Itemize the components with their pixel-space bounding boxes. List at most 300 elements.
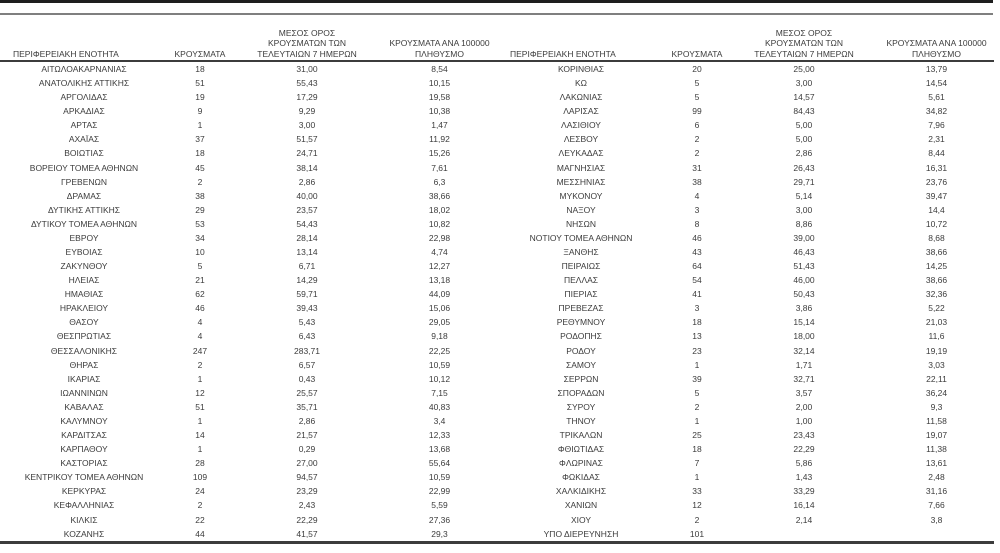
per100k-cell: 5,22 — [928, 303, 945, 314]
avg7-cell: 6,43 — [298, 331, 316, 342]
avg7-cell: 51,57 — [296, 134, 318, 145]
top-rule — [0, 0, 993, 3]
per100k-cell: 7,96 — [928, 120, 945, 131]
avg7-cell: 46,43 — [793, 247, 815, 258]
per100k-cell: 38,66 — [428, 190, 451, 201]
region-cell: ΗΡΑΚΛΕΙΟΥ — [59, 303, 109, 314]
cases-cell: 1 — [694, 472, 700, 483]
per100k-cell: 11,58 — [926, 415, 947, 426]
table-row — [497, 400, 994, 414]
per100k-cell: 10,12 — [428, 373, 451, 384]
per100k-cell: 3,03 — [928, 359, 945, 370]
table-body-left — [0, 61, 497, 542]
table-row — [497, 189, 994, 203]
table-row — [0, 315, 497, 329]
cases-cell: 2 — [197, 359, 203, 370]
region-cell: ΚΙΛΚΙΣ — [70, 514, 98, 525]
cases-cell: 51 — [195, 78, 205, 89]
per100k-cell: 10,59 — [428, 472, 451, 483]
table-row — [0, 132, 497, 146]
avg7-cell: 26,43 — [793, 162, 815, 173]
table-row — [497, 217, 994, 231]
col-header-cases: ΚΡΟΥΣΜΑΤΑ — [168, 15, 232, 61]
avg7-cell: 54,43 — [296, 218, 318, 229]
cases-cell: 2 — [694, 401, 700, 412]
avg7-cell: 0,43 — [298, 373, 316, 384]
cases-cell: 109 — [192, 472, 208, 483]
cases-cell: 1 — [197, 120, 203, 131]
per100k-cell: 4,74 — [431, 247, 448, 258]
per100k-cell: 5,61 — [928, 92, 945, 103]
avg7-cell: 9,29 — [298, 106, 316, 117]
per100k-cell: 13,79 — [925, 64, 948, 74]
per100k-cell: 11,92 — [429, 134, 450, 145]
avg7-cell: 31,00 — [296, 64, 318, 74]
per100k-cell: 7,61 — [431, 162, 448, 173]
table-row — [0, 414, 497, 428]
table-row — [0, 301, 497, 315]
per100k-cell: 6,3 — [433, 176, 446, 187]
per100k-cell: 18,02 — [428, 204, 451, 215]
region-cell: ΝΑΞΟΥ — [566, 204, 596, 215]
table-row — [0, 386, 497, 400]
region-cell: ΚΕΦΑΛΛΗΝΙΑΣ — [53, 500, 115, 511]
avg7-cell: 13,14 — [296, 247, 318, 258]
avg7-cell: 2,86 — [298, 176, 316, 187]
per100k-cell: 22,11 — [926, 373, 947, 384]
per100k-cell: 14,25 — [925, 261, 948, 272]
table-row — [497, 132, 994, 146]
table-row — [497, 372, 994, 386]
table-row — [0, 76, 497, 90]
region-cell: ΥΠΟ ΔΙΕΡΕΥΝΗΣΗ — [543, 528, 619, 539]
per100k-cell: 29,05 — [428, 317, 451, 328]
region-cell: ΣΑΜΟΥ — [565, 359, 596, 370]
cases-cell: 34 — [195, 232, 205, 243]
region-cell: ΧΑΝΙΩΝ — [564, 500, 598, 511]
cases-cell: 39 — [692, 373, 702, 384]
per100k-cell: 14,54 — [925, 78, 948, 89]
per100k-cell: 9,18 — [431, 331, 448, 342]
table-row — [497, 287, 994, 301]
cases-cell: 2 — [694, 514, 700, 525]
avg7-cell: 39,43 — [296, 303, 318, 314]
avg7-cell: 18,00 — [793, 331, 815, 342]
per100k-cell: 7,66 — [928, 500, 945, 511]
per100k-cell: 29,3 — [431, 528, 448, 539]
region-cell: ΕΒΡΟΥ — [69, 232, 99, 243]
table-row — [0, 372, 497, 386]
avg7-cell: 59,71 — [296, 289, 318, 300]
per100k-cell: 2,31 — [928, 134, 945, 145]
region-cell: ΚΟΡΙΝΘΙΑΣ — [557, 64, 605, 74]
avg7-cell: 94,57 — [296, 472, 318, 483]
region-cell: ΑΙΤΩΛΟΑΚΑΡΝΑΝΙΑΣ — [41, 64, 127, 74]
cases-cell: 5 — [694, 78, 700, 89]
per100k-cell: 16,31 — [925, 162, 948, 173]
per100k-cell: 3,4 — [433, 415, 446, 426]
cases-cell: 10 — [195, 247, 205, 258]
region-cell: ΚΕΡΚΥΡΑΣ — [61, 486, 107, 497]
region-cell: ΓΡΕΒΕΝΩΝ — [61, 176, 107, 187]
avg7-cell: 5,86 — [795, 458, 813, 469]
table-row — [497, 273, 994, 287]
avg7-cell: 283,71 — [294, 345, 320, 356]
region-cell: ΤΗΝΟΥ — [566, 415, 596, 426]
per100k-cell: 21,03 — [925, 317, 948, 328]
region-cell: ΠΡΕΒΕΖΑΣ — [558, 303, 604, 314]
per100k-cell: 10,72 — [925, 218, 948, 229]
cases-cell: 23 — [692, 345, 702, 356]
cases-cell: 2 — [694, 148, 700, 159]
table-row — [0, 484, 497, 498]
cases-cell: 8 — [694, 218, 700, 229]
cases-cell: 46 — [692, 232, 702, 243]
region-cell: ΕΥΒΟΙΑΣ — [65, 247, 103, 258]
col-header-region: ΠΕΡΙΦΕΡΕΙΑΚΗ ΕΝΟΤΗΤΑ — [0, 15, 168, 61]
per100k-cell: 15,26 — [428, 148, 451, 159]
region-cell: ΠΕΙΡΑΙΩΣ — [561, 261, 601, 272]
avg7-cell: 2,00 — [795, 401, 813, 412]
avg7-cell: 2,86 — [795, 148, 813, 159]
region-cell: ΒΟΡΕΙΟΥ ΤΟΜΕΑ ΑΘΗΝΩΝ — [29, 162, 139, 173]
region-cell: ΔΡΑΜΑΣ — [66, 190, 102, 201]
per100k-cell: 5,59 — [431, 500, 448, 511]
table-row — [0, 400, 497, 414]
avg7-cell: 15,14 — [793, 317, 815, 328]
avg7-cell: 32,71 — [793, 373, 815, 384]
per100k-cell: 13,61 — [925, 458, 948, 469]
avg7-cell: 3,00 — [298, 120, 316, 131]
table-row — [497, 344, 994, 358]
regional-cases-table-right — [497, 15, 994, 544]
cases-cell: 31 — [692, 162, 702, 173]
avg7-cell: 6,71 — [298, 261, 316, 272]
region-cell: ΛΑΣΙΘΙΟΥ — [561, 120, 601, 131]
region-cell: ΦΛΩΡΙΝΑΣ — [559, 458, 603, 469]
cases-cell: 43 — [692, 247, 702, 258]
region-cell: ΠΕΛΛΑΣ — [563, 275, 599, 286]
region-cell: ΚΑΡΠΑΘΟΥ — [60, 444, 108, 455]
avg7-cell: 46,00 — [793, 275, 815, 286]
avg7-cell: 3,86 — [795, 303, 813, 314]
col-header-per100k: ΚΡΟΥΣΜΑΤΑ ΑΝΑ 100000 ΠΛΗΘΥΣΜΟ — [382, 15, 497, 61]
avg7-cell: 8,86 — [795, 218, 813, 229]
avg7-cell: 35,71 — [296, 401, 318, 412]
avg7-cell: 55,43 — [296, 78, 318, 89]
cases-cell: 45 — [195, 162, 205, 173]
cases-cell: 18 — [692, 444, 702, 455]
region-cell: ΗΛΕΙΑΣ — [68, 275, 100, 286]
table-row — [497, 527, 994, 543]
per100k-cell: 40,83 — [428, 401, 451, 412]
region-cell: ΧΑΛΚΙΔΙΚΗΣ — [555, 486, 607, 497]
avg7-cell: 33,29 — [793, 486, 815, 497]
region-cell: ΘΕΣΣΑΛΟΝΙΚΗΣ — [50, 345, 118, 356]
region-cell: ΙΩΑΝΝΙΝΩΝ — [60, 387, 108, 398]
avg7-cell: 2,43 — [298, 500, 316, 511]
cases-cell: 37 — [195, 134, 205, 145]
avg7-cell: 16,14 — [793, 500, 815, 511]
per100k-cell: 27,36 — [428, 514, 451, 525]
region-cell: ΝΟΤΙΟΥ ΤΟΜΕΑ ΑΘΗΝΩΝ — [529, 232, 633, 243]
table-row — [497, 498, 994, 512]
avg7-cell: 25,57 — [296, 387, 318, 398]
cases-cell: 21 — [195, 275, 205, 286]
region-cell: ΛΕΣΒΟΥ — [563, 134, 599, 145]
cases-cell: 101 — [689, 528, 705, 539]
cases-cell: 5 — [197, 261, 203, 272]
per100k-cell: 22,99 — [428, 486, 451, 497]
region-cell: ΛΑΚΩΝΙΑΣ — [559, 92, 603, 103]
avg7-cell: 23,57 — [296, 204, 318, 215]
per100k-cell: 32,36 — [925, 289, 948, 300]
col-header-cases: ΚΡΟΥΣΜΑΤΑ — [665, 15, 729, 61]
table-header-left — [0, 15, 497, 61]
region-cell: ΔΥΤΙΚΟΥ ΤΟΜΕΑ ΑΘΗΝΩΝ — [30, 218, 138, 229]
cases-cell: 29 — [195, 204, 205, 215]
per100k-cell: 8,44 — [928, 148, 945, 159]
per100k-cell: 15,06 — [428, 303, 451, 314]
region-cell: ΑΡΤΑΣ — [70, 120, 98, 131]
cases-cell: 12 — [692, 500, 702, 511]
region-cell: ΡΟΔΟΠΗΣ — [560, 331, 602, 342]
per100k-cell: 10,82 — [428, 218, 451, 229]
cases-cell: 22 — [195, 514, 205, 525]
region-cell: ΦΘΙΩΤΙΔΑΣ — [557, 444, 605, 455]
cases-cell: 1 — [197, 373, 203, 384]
per100k-cell: 23,76 — [925, 176, 948, 187]
cases-cell: 1 — [197, 444, 203, 455]
table-row — [497, 456, 994, 470]
avg7-cell: 23,43 — [793, 430, 815, 441]
avg7-cell: 51,43 — [793, 261, 815, 272]
avg7-cell — [729, 527, 879, 543]
per100k-cell: 22,25 — [428, 345, 451, 356]
per100k-cell: 38,66 — [925, 247, 948, 258]
cases-cell: 46 — [195, 303, 205, 314]
per100k-cell: 55,64 — [428, 458, 451, 469]
avg7-cell: 0,29 — [298, 444, 316, 455]
region-cell: ΚΑΒΑΛΑΣ — [64, 401, 104, 412]
table-row — [497, 245, 994, 259]
avg7-cell: 3,00 — [795, 78, 813, 89]
table-row — [497, 414, 994, 428]
per100k-cell: 10,59 — [428, 359, 451, 370]
region-cell: ΘΕΣΠΡΩΤΙΑΣ — [56, 331, 112, 342]
avg7-cell: 28,14 — [296, 232, 318, 243]
region-cell: ΦΩΚΙΔΑΣ — [562, 472, 600, 483]
region-cell: ΛΑΡΙΣΑΣ — [563, 106, 599, 117]
avg7-cell: 1,43 — [795, 472, 813, 483]
avg7-cell: 5,00 — [795, 134, 813, 145]
avg7-cell: 3,57 — [795, 387, 813, 398]
avg7-cell: 23,29 — [296, 486, 318, 497]
table-row — [0, 344, 497, 358]
table-row — [497, 513, 994, 527]
table-row — [497, 161, 994, 175]
per100k-cell: 11,6 — [928, 331, 945, 342]
table-row — [0, 175, 497, 189]
table-row — [0, 217, 497, 231]
avg7-cell: 1,00 — [795, 415, 813, 426]
table-row — [497, 231, 994, 245]
avg7-cell: 29,71 — [793, 176, 815, 187]
cases-cell: 3 — [694, 303, 700, 314]
cases-cell: 1 — [197, 415, 203, 426]
per100k-cell: 3,8 — [930, 514, 943, 525]
cases-cell: 14 — [195, 430, 205, 441]
cases-cell: 2 — [197, 176, 203, 187]
cases-cell: 4 — [197, 331, 203, 342]
avg7-cell: 5,43 — [298, 317, 316, 328]
table-row — [0, 189, 497, 203]
table-row — [0, 428, 497, 442]
per100k-cell: 9,3 — [930, 401, 943, 412]
cases-cell: 13 — [692, 331, 702, 342]
table-header-right — [497, 15, 994, 61]
cases-cell: 5 — [694, 387, 700, 398]
avg7-cell: 5,00 — [795, 120, 813, 131]
per100k-cell: 13,18 — [428, 275, 451, 286]
per100k-cell: 1,47 — [431, 120, 448, 131]
cases-cell: 24 — [195, 486, 205, 497]
cases-cell: 4 — [694, 190, 700, 201]
table-row — [0, 90, 497, 104]
table-row — [497, 104, 994, 118]
table-row — [497, 90, 994, 104]
cases-cell: 44 — [195, 528, 205, 539]
per100k-cell: 12,27 — [428, 261, 451, 272]
region-cell: ΚΑΡΔΙΤΣΑΣ — [61, 430, 107, 441]
table-row — [0, 273, 497, 287]
region-cell: ΑΡΚΑΔΙΑΣ — [63, 106, 105, 117]
region-cell: ΛΕΥΚΑΔΑΣ — [558, 148, 604, 159]
avg7-cell: 22,29 — [296, 514, 318, 525]
cases-cell: 3 — [694, 204, 700, 215]
table-row — [0, 161, 497, 175]
avg7-cell: 84,43 — [793, 106, 815, 117]
avg7-cell: 5,14 — [795, 190, 813, 201]
per100k-cell: 11,38 — [926, 444, 947, 455]
table-row — [0, 442, 497, 456]
avg7-cell: 6,57 — [298, 359, 316, 370]
per100k-cell: 19,19 — [925, 345, 948, 356]
table-row — [497, 442, 994, 456]
avg7-cell: 24,71 — [296, 148, 318, 159]
per100k-cell: 7,15 — [431, 387, 448, 398]
table-row — [497, 315, 994, 329]
avg7-cell: 17,29 — [296, 92, 318, 103]
col-header-region: ΠΕΡΙΦΕΡΕΙΑΚΗ ΕΝΟΤΗΤΑ — [497, 15, 665, 61]
per100k-cell: 10,15 — [428, 78, 451, 89]
cases-cell: 62 — [195, 289, 205, 300]
col-header-avg7: ΜΕΣΟΣ ΟΡΟΣ ΚΡΟΥΣΜΑΤΩΝ ΤΩΝ ΤΕΛΕΥΤΑΙΩΝ 7 ΗΜΕΡΩΝ — [729, 15, 879, 61]
table-row — [497, 301, 994, 315]
col-header-per100k: ΚΡΟΥΣΜΑΤΑ ΑΝΑ 100000 ΠΛΗΘΥΣΜΟ — [879, 15, 994, 61]
region-cell: ΔΥΤΙΚΗΣ ΑΤΤΙΚΗΣ — [47, 204, 121, 215]
cases-cell: 5 — [694, 92, 700, 103]
table-body-right — [497, 61, 994, 542]
cases-cell: 1 — [694, 359, 700, 370]
region-cell: ΑΝΑΤΟΛΙΚΗΣ ΑΤΤΙΚΗΣ — [38, 78, 130, 89]
region-cell: ΝΗΣΩΝ — [565, 218, 597, 229]
table-row — [497, 61, 994, 76]
region-cell: ΙΚΑΡΙΑΣ — [67, 373, 101, 384]
table-row — [497, 358, 994, 372]
cases-cell: 1 — [694, 415, 700, 426]
table-row — [497, 484, 994, 498]
per100k-cell — [879, 527, 994, 543]
region-cell: ΜΕΣΣΗΝΙΑΣ — [556, 176, 606, 187]
table-row — [0, 456, 497, 470]
avg7-cell: 25,00 — [793, 64, 815, 74]
cases-cell: 25 — [692, 430, 702, 441]
col-header-avg7: ΜΕΣΟΣ ΟΡΟΣ ΚΡΟΥΣΜΑΤΩΝ ΤΩΝ ΤΕΛΕΥΤΑΙΩΝ 7 ΗΜΕΡΩΝ — [232, 15, 382, 61]
cases-cell: 99 — [692, 106, 702, 117]
table-row — [0, 245, 497, 259]
avg7-cell: 21,57 — [296, 430, 318, 441]
per100k-cell: 2,48 — [928, 472, 945, 483]
avg7-cell: 1,71 — [795, 359, 813, 370]
table-row — [0, 61, 497, 76]
cases-cell: 19 — [195, 92, 205, 103]
region-cell: ΜΑΓΝΗΣΙΑΣ — [556, 162, 606, 173]
cases-cell: 2 — [197, 500, 203, 511]
cases-cell: 247 — [192, 345, 208, 356]
region-cell: ΣΕΡΡΩΝ — [563, 373, 599, 384]
cases-cell: 38 — [195, 190, 205, 201]
table-row — [497, 118, 994, 132]
region-cell: ΞΑΝΘΗΣ — [563, 247, 599, 258]
region-cell: ΒΟΙΩΤΙΑΣ — [64, 148, 104, 159]
region-cell: ΠΙΕΡΙΑΣ — [564, 289, 598, 300]
table-row — [0, 358, 497, 372]
table-row — [497, 259, 994, 273]
region-cell: ΚΕΝΤΡΙΚΟΥ ΤΟΜΕΑ ΑΘΗΝΩΝ — [24, 472, 144, 483]
table-row — [0, 329, 497, 343]
per100k-cell: 34,82 — [925, 106, 948, 117]
table-row — [0, 513, 497, 527]
per100k-cell: 36,24 — [925, 387, 948, 398]
region-cell: ΑΡΓΟΛΙΔΑΣ — [60, 92, 108, 103]
table-row — [497, 470, 994, 484]
region-cell: ΚΟΖΑΝΗΣ — [63, 528, 105, 539]
per100k-cell: 31,16 — [925, 486, 948, 497]
per100k-cell: 22,98 — [428, 232, 451, 243]
per100k-cell: 13,68 — [428, 444, 451, 455]
cases-cell: 18 — [195, 64, 205, 74]
region-cell: ΘΗΡΑΣ — [69, 359, 99, 370]
avg7-cell: 50,43 — [793, 289, 815, 300]
per100k-cell: 39,47 — [925, 190, 948, 201]
cases-cell: 41 — [692, 289, 702, 300]
region-cell: ΣΠΟΡΑΔΩΝ — [557, 387, 605, 398]
per100k-cell: 12,33 — [428, 430, 451, 441]
avg7-cell: 38,14 — [296, 162, 318, 173]
per100k-cell: 10,38 — [428, 106, 451, 117]
table-row — [0, 259, 497, 273]
table-row — [497, 203, 994, 217]
avg7-cell: 2,86 — [298, 415, 316, 426]
per100k-cell: 8,54 — [431, 64, 448, 74]
per100k-cell: 19,07 — [925, 430, 948, 441]
cases-cell: 9 — [197, 106, 203, 117]
cases-cell: 51 — [195, 401, 205, 412]
table-row — [0, 498, 497, 512]
avg7-cell: 14,29 — [296, 275, 318, 286]
region-cell: ΧΙΟΥ — [570, 514, 592, 525]
